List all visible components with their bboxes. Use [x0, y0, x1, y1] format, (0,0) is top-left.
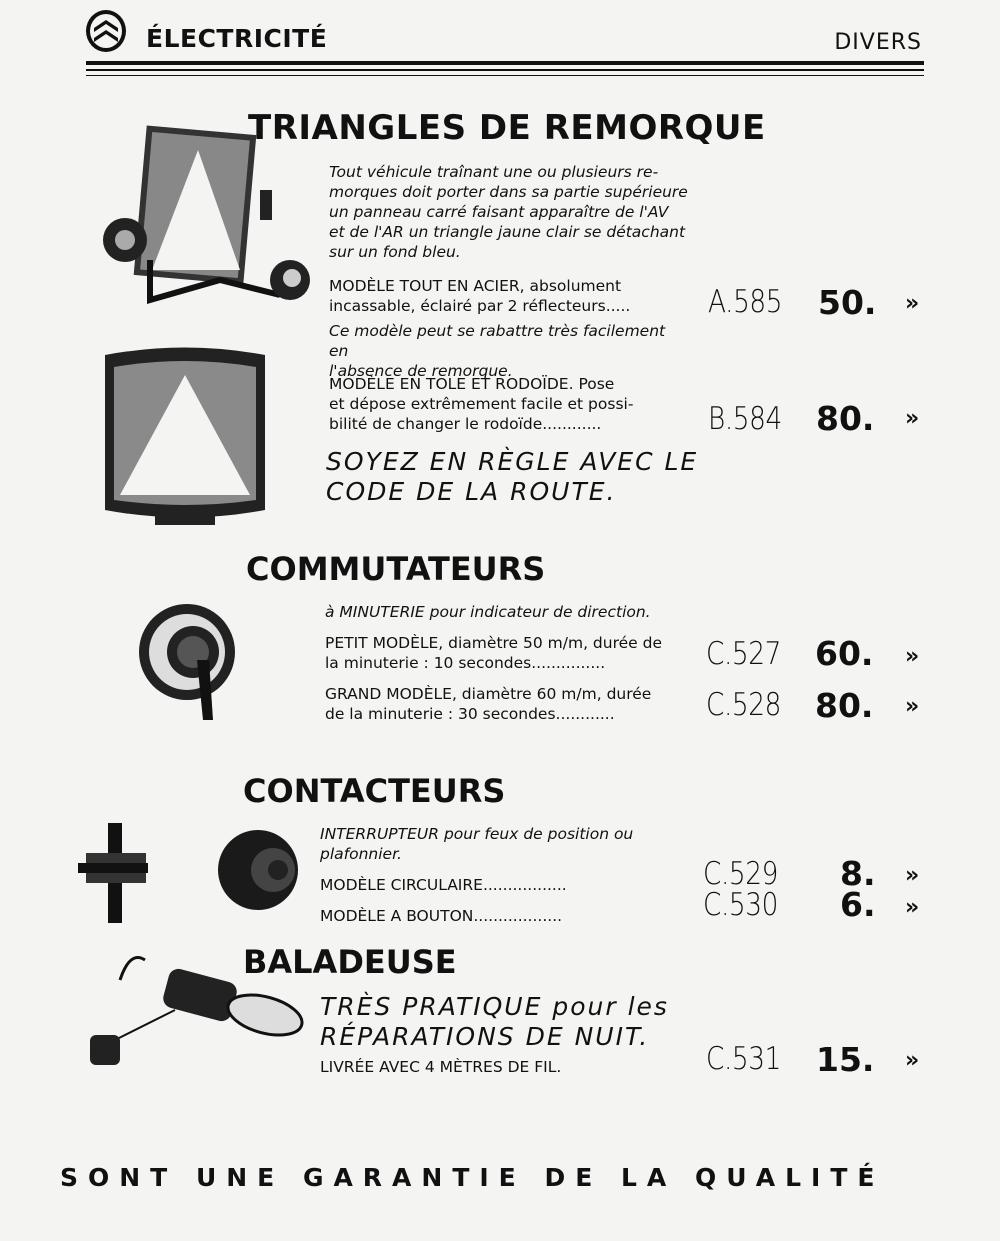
item-arrow: » — [905, 406, 920, 431]
item-description: MODÈLE CIRCULAIRE................. — [320, 876, 567, 894]
item-price: 8. — [840, 854, 876, 893]
desc-line: et dépose extrêmement facile et possi- — [329, 395, 634, 413]
commutateurs-title: COMMUTATEURS — [246, 550, 546, 588]
desc-line: GRAND MODÈLE, diamètre 60 m/m, durée — [325, 685, 652, 703]
desc-line: bilité de changer le rodoïde............ — [329, 415, 602, 433]
category-title: DIVERS — [834, 30, 922, 55]
triangles-slogan — [326, 447, 706, 507]
item-price: 80. — [815, 686, 874, 725]
item-arrow: » — [905, 291, 920, 316]
desc-line: PETIT MODÈLE, diamètre 50 m/m, durée de — [325, 634, 663, 652]
header-rule — [86, 69, 924, 71]
double-chevron-logo-icon — [84, 8, 128, 54]
item-price: 6. — [840, 885, 876, 924]
intro-line: sur un fond bleu. — [329, 243, 461, 261]
baladeuse-slogan — [320, 992, 700, 1052]
item-description: LIVRÉE AVEC 4 MÈTRES DE FIL. — [320, 1058, 562, 1076]
item-description — [325, 633, 685, 673]
item-code: C.527 — [706, 636, 781, 672]
footer-slogan: SONT UNE GARANTIE DE LA QUALITÉ — [60, 1163, 885, 1192]
item-arrow: » — [905, 644, 920, 669]
direction-switch-illustration — [135, 600, 245, 725]
item-arrow: » — [905, 895, 920, 920]
item-price: 60. — [815, 634, 874, 673]
desc-line: de la minuterie : 30 secondes............ — [325, 705, 615, 723]
header-rule — [86, 61, 924, 65]
intro-line: INTERRUPTEUR pour feux de position ou — [320, 825, 634, 843]
item-code: B.584 — [708, 401, 782, 437]
item-code: C.531 — [706, 1041, 781, 1077]
contacteurs-intro — [320, 824, 700, 864]
item-arrow: » — [905, 1048, 920, 1073]
triangles-title: TRIANGLES DE REMORQUE — [248, 108, 766, 148]
intro-line: un panneau carré faisant apparaître de l'AV — [329, 203, 669, 221]
slogan-line: CODE DE LA ROUTE. — [326, 477, 617, 506]
item-price: 15. — [816, 1040, 875, 1079]
item-arrow: » — [905, 694, 920, 719]
desc-line: la minuterie : 10 secondes............... — [325, 654, 606, 672]
section-title: ÉLECTRICITÉ — [146, 24, 328, 53]
item-arrow: » — [905, 863, 920, 888]
desc-line: MODÈLE EN TOLE ET RODOÏDE. Pose — [329, 375, 615, 393]
baladeuse-title: BALADEUSE — [243, 943, 457, 981]
contacteurs-title: CONTACTEURS — [243, 772, 506, 810]
intro-line: Tout véhicule traînant une ou plusieurs re- — [329, 163, 659, 181]
triangles-intro — [329, 162, 689, 262]
item-code: A.585 — [708, 284, 783, 320]
item-description — [325, 684, 685, 724]
trailer-triangle-rodoid-illustration — [100, 345, 270, 530]
intro-line: morques doit porter dans sa partie supérieure — [329, 183, 688, 201]
item-code: C.528 — [706, 687, 781, 723]
slogan-line: RÉPARATIONS DE NUIT. — [320, 1022, 650, 1051]
triangles-note — [329, 321, 689, 381]
desc-line: MODÈLE TOUT EN ACIER, absolument — [329, 277, 622, 295]
item-description — [329, 374, 689, 434]
desc-line: incassable, éclairé par 2 réflecteurs..... — [329, 297, 631, 315]
slogan-line: TRÈS PRATIQUE pour les — [320, 992, 669, 1021]
slogan-line: SOYEZ EN RÈGLE AVEC LE — [326, 447, 699, 476]
note-line: l'absence de remorque. — [329, 362, 513, 380]
note-line: Ce modèle peut se rabattre très facilement en — [329, 322, 666, 360]
contact-switch-illustration — [78, 818, 308, 928]
item-price: 80. — [816, 399, 875, 438]
item-code: C.530 — [703, 887, 778, 923]
item-description — [329, 276, 689, 316]
intro-line: et de l'AR un triangle jaune clair se détachant — [329, 223, 686, 241]
item-code: C.529 — [703, 856, 778, 892]
intro-line: plafonnier. — [320, 845, 402, 863]
item-description: MODÈLE A BOUTON.................. — [320, 907, 563, 925]
commutateurs-intro: à MINUTERIE pour indicateur de direction. — [325, 603, 651, 621]
header-rule — [86, 75, 924, 76]
item-price: 50. — [818, 283, 877, 322]
